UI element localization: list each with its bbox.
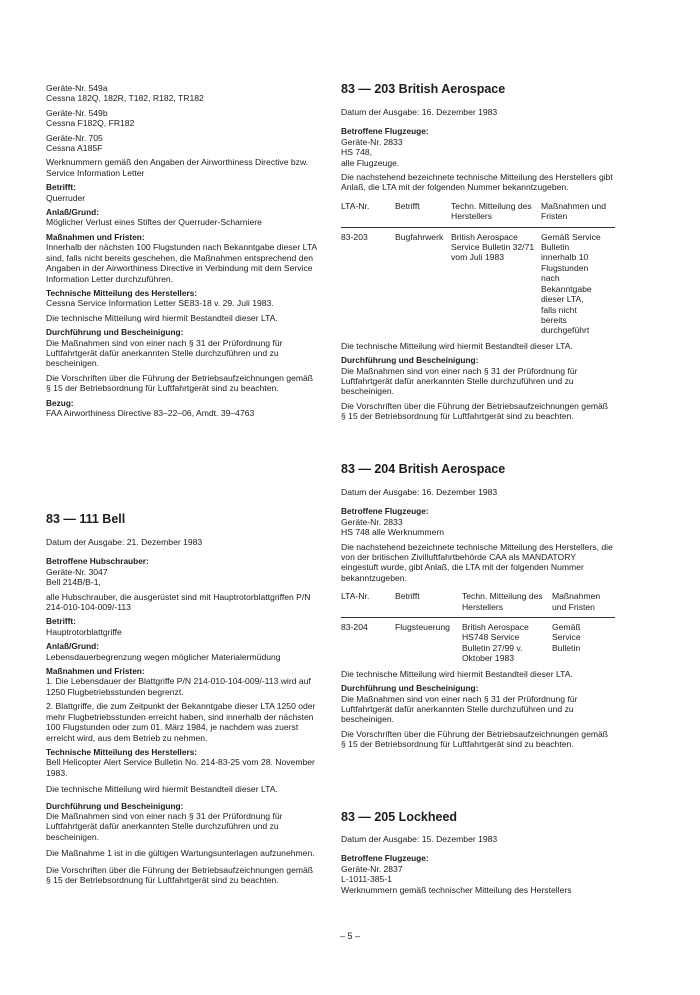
bestandteil-text: Die technische Mitteilung wird hiermit Bestandteil dieser LTA. (341, 340, 573, 351)
lta-table (341, 201, 615, 336)
table-header: Betrifft (395, 591, 420, 602)
durchf-label: Durchführung und Bescheinigung: (341, 683, 479, 694)
werknummern-text: Werknummern gemäß den Angaben der Airworthiness Directive bzw. Service Information Letter (46, 157, 309, 178)
table-row (341, 232, 615, 336)
table-header: LTA-Nr. (341, 591, 370, 602)
massnahme-2-text: 2. Blattgriffe, die zum Zeitpunkt der Bekanntgabe dieser LTA 1250 oder mehr Flugbetriebsstunden erreicht haben, sind innerhalb der nächsten 100 Flugstunden oder zum 01. März 1984, je nachdem was zuerst erreicht wird, aus dem Betrieb zu nehmen. (46, 701, 316, 743)
lockheed-section (341, 834, 615, 895)
datum-text: Datum der Ausgabe: 16. Dezember 1983 (341, 487, 498, 497)
betrifft-text: Hauptrotorblattgriffe (46, 626, 122, 637)
page-number: – 5 – (339, 931, 361, 941)
datum-text: Datum der Ausgabe: 15. Dezember 1983 (341, 834, 498, 844)
device-nr: Geräte-Nr. 705 (46, 132, 103, 143)
techmit-label: Technische Mitteilung des Herstellers: (46, 746, 198, 757)
table-header: Betrifft (395, 200, 420, 211)
techmit-label: Technische Mitteilung des Herstellers: (46, 287, 198, 298)
ba204-section (341, 487, 615, 750)
durchf-label: Durchführung und Bescheinigung: (46, 327, 184, 338)
device-nr: Geräte-Nr. 549a (46, 83, 108, 93)
table-row (341, 622, 615, 664)
vorschr-text: Die Vorschriften über die Führung der Betriebsaufzeichnungen gemäß § 15 der Betriebsordnung für Luftfahrtgerät sind zu beachten. (46, 864, 314, 885)
table-cell: 83-203 (341, 231, 368, 242)
typ-text: Bell 214B/B-1, (46, 577, 101, 588)
bezug-label: Bezug: (46, 397, 74, 408)
vorschr-text: Die Vorschriften über die Führung der Betriebsaufzeichnungen gemäß § 15 der Betriebsordnung für Luftfahrtgerät sind zu beachten. (341, 400, 609, 422)
section-title-lockheed: 83 — 205 Lockheed (341, 810, 458, 824)
alle-text: alle Flugzeuge. (341, 157, 400, 168)
geraet-text: Geräte-Nr. 2833 (341, 136, 403, 147)
ba203-section (341, 107, 615, 422)
geraet-text: Geräte-Nr. 3047 (46, 566, 108, 577)
bestandteil-text: Die technische Mitteilung wird hiermit Bestandteil dieser LTA. (341, 668, 573, 679)
datum-text: Datum der Ausgabe: 16. Dezember 1983 (341, 107, 498, 117)
massnahme1-text: Die Maßnahme 1 ist in die gültigen Wartungsunterlagen aufzunehmen. (46, 848, 315, 859)
massnahmen-label: Maßnahmen und Fristen: (46, 666, 145, 677)
table-header: Techn. Mitteilung des Herstellers (461, 591, 543, 612)
massnahmen-label: Maßnahmen und Fristen: (46, 231, 145, 242)
bestandteil-text: Die technische Mitteilung wird hiermit Bestandteil dieser LTA. (46, 312, 278, 323)
massnahme-1-text: 1. Die Lebensdauer der Blattgriffe P/N 214-010-104-009/-113 wird auf 1250 Flugbetriebsstunden begrenzt. (46, 676, 311, 697)
durchf-text: Die Maßnahmen sind von einer nach § 31 der Prüfordnung für Luftfahrtgerät dafür anerkannten Stelle durchzuführen und zu bescheinigen. (341, 693, 578, 725)
betroffen-label: Betroffene Flugzeuge: (341, 126, 429, 137)
betroffen-label: Betroffene Hubschrauber: (46, 556, 149, 567)
typ-text: HS 748 alle Werknummern (341, 527, 445, 538)
anlass-text: Möglicher Verlust eines Stiftes der Querruder-Scharniere (46, 217, 262, 228)
anlass-text: Lebensdauerbegrenzung wegen möglicher Materialermüdung (46, 651, 281, 662)
massnahmen-text: Innerhalb der nächsten 100 Flugstunden nach Bekanntgabe dieser LTA sind, falls nicht bereits geschehen, die Maßnahmen entsprechend den Angaben in der Airworthiness Directive in Verbindung mit dem Service Information Letter durchzuführen. (46, 242, 317, 284)
table-header-row (341, 591, 615, 612)
betroffen-label: Betroffene Flugzeuge: (341, 506, 429, 517)
intro-text: Die nachstehend bezeichnete technische Mitteilung des Herstellers gibt Anlaß, die LTA mit der folgenden Nummer bekanntzugeben. (341, 172, 613, 193)
datum-text: Datum der Ausgabe: 21. Dezember 1983 (46, 537, 203, 547)
table-header: LTA-Nr. (341, 200, 370, 211)
section-title-ba203: 83 — 203 British Aerospace (341, 82, 506, 96)
table-cell: 83-204 (341, 622, 368, 633)
durchf-text: Die Maßnahmen sind von einer nach § 31 der Prüfordnung für Luftfahrtgerät dafür anerkannten Stelle durchzuführen und zu bescheinigen. (341, 365, 578, 397)
table-cell: British Aerospace HS748 Service Bulletin 27/99 v. Oktober 1983 (461, 622, 529, 664)
geraet-text: Geräte-Nr. 2837 (341, 863, 403, 874)
durchf-text: Die Maßnahmen sind von einer nach § 31 der Prüfordnung für Luftfahrtgerät dafür anerkannten Stelle durchzuführen und zu bescheinigen. (46, 810, 283, 842)
table-header: Techn. Mitteilung des Herstellers (451, 200, 532, 222)
typ-text: L-1011-385-1 (341, 874, 392, 885)
table-cell: British Aerospace Service Bulletin 32/71 vom Juli 1983 (451, 231, 535, 263)
durchf-label: Durchführung und Bescheinigung: (46, 800, 184, 811)
betroffen-label: Betroffene Flugzeuge: (341, 853, 429, 864)
ausgeruestet-text: alle Hubschrauber, die ausgerüstet sind mit Hauptrotorblattgriffen P/N 214-010-104-009/-113 (46, 591, 311, 613)
techmit-text: Bell Helicopter Alert Service Bulletin No. 214-83-25 vom 28. November 1983. (46, 757, 315, 778)
device-nr: Geräte-Nr. 549b (46, 107, 108, 118)
anlass-label: Anlaß/Grund: (46, 207, 100, 218)
bell-section (46, 537, 320, 885)
betrifft-text: Querruder (46, 192, 86, 203)
table-cell: Gemäß Service Bulletin innerhalb 10 Flugstunden nach Bekanntgabe dieser LTA, falls nicht bereits durchgeführt (541, 231, 601, 336)
werknummern-text: Werknummern gemäß technischer Mitteilung des Herstellers (341, 884, 572, 895)
durchf-text: Die Maßnahmen sind von einer nach § 31 der Prüfordnung für Luftfahrtgerät dafür anerkannten Stelle durchzuführen und zu bescheinigen. (46, 337, 283, 369)
section-title-ba204: 83 — 204 British Aerospace (341, 462, 506, 476)
device-types: Cessna 182Q, 182R, T182, R182, TR182 (46, 93, 204, 104)
table-header: Maßnahmen und Fristen (551, 591, 601, 612)
vorschr-text: Die Vorschriften über die Führung der Betriebsaufzeichnungen gemäß § 15 der Betriebsordnung für Luftfahrtgerät sind zu beachten. (341, 728, 609, 750)
device-types: Cessna F182Q, FR182 (46, 118, 135, 129)
lta-table (341, 591, 615, 663)
device-types: Cessna A185F (46, 143, 103, 154)
vorschr-text: Die Vorschriften über die Führung der Betriebsaufzeichnungen gemäß § 15 der Betriebsordnung für Luftfahrtgerät sind zu beachten. (46, 372, 314, 394)
geraet-text: Geräte-Nr. 2833 (341, 516, 403, 527)
table-cell: Gemäß Service Bulletin (551, 622, 581, 653)
table-cell: Bugfahrwerk (395, 231, 444, 242)
anlass-label: Anlaß/Grund: (46, 641, 100, 652)
betrifft-label: Betrifft: (46, 616, 76, 627)
table-header: Maßnahmen und Fristen (541, 200, 606, 222)
table-header-row (341, 201, 615, 222)
techmit-text: Cessna Service Information Letter SE83-18 v. 29. Juli 1983. (46, 298, 274, 309)
bestandteil-text: Die technische Mitteilung wird hiermit Bestandteil dieser LTA. (46, 784, 278, 795)
bezug-text: FAA Airworthiness Directive 83–22–06, Amdt. 39–4763 (46, 407, 255, 418)
cessna-devices (46, 83, 320, 418)
durchf-label: Durchführung und Bescheinigung: (341, 355, 479, 366)
betrifft-label: Betrifft: (46, 182, 76, 193)
table-cell: Flugsteuerung (395, 622, 450, 633)
typ-text: HS 748, (341, 147, 373, 158)
intro-text: Die nachstehend bezeichnete technische Mitteilung des Herstellers, die von der britischen Zivilluftfahrtbehörde CAA als MANDATORY eingestuft wurde, gibt Anlaß, die LTA mit der folgenden Nummer bekanntzugeben. (341, 541, 613, 583)
section-title-bell: 83 — 111 Bell (46, 512, 126, 526)
